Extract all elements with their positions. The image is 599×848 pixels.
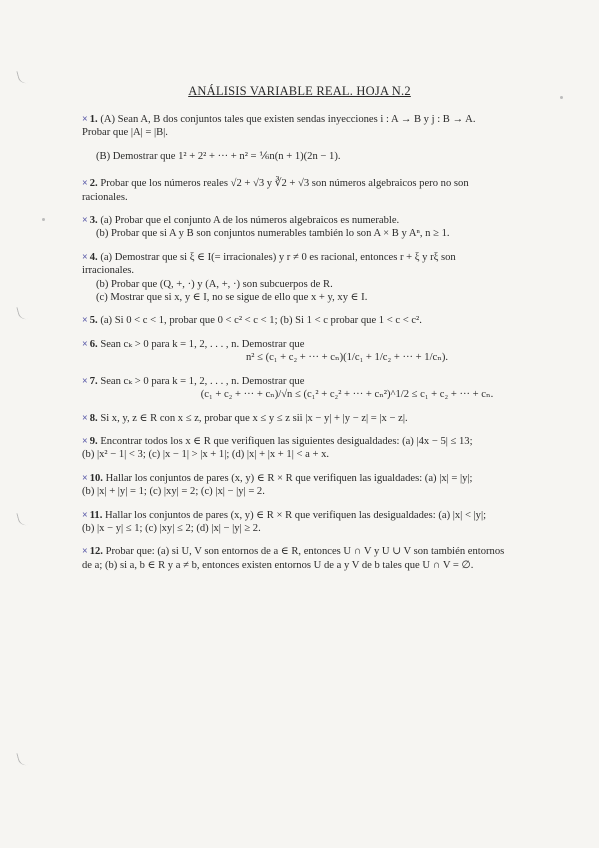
exercise-line [82,177,542,190]
exercise-line [82,191,542,204]
exercise-text: (c) Mostrar que si x, y ∈ I, no se sigue de ello que x + y, xy ∈ I. [96,292,368,304]
scan-speck [42,218,45,221]
exercise-text: (a) Si 0 < c < 1, probar que 0 < c² < c < 1; (b) Si 1 < c probar que 1 < c < c². [100,315,422,327]
exercise-5 [82,314,542,327]
exercise-line [82,412,542,425]
exercise-line [82,351,542,364]
exercise-text: (b) Probar que si A y B son conjuntos numerables también lo son A × B y Aⁿ, n ≥ 1. [96,228,450,240]
punch-hole-mark [16,751,28,767]
exercise-text: Sean cₖ > 0 para k = 1, 2, . . . , n. Demostrar que [100,375,305,387]
exercise-line [82,227,542,240]
exercise-2 [82,177,542,204]
punch-hole-mark [16,511,28,527]
handwritten-check-mark: × [82,178,88,190]
handwritten-check-mark: × [82,546,88,558]
page-title: ANÁLISIS VARIABLE REAL. HOJA N.2 [188,84,411,98]
exercise-line [82,522,542,535]
exercise-text: Probar que los números reales √2 + √3 y ∛2 + √3 son números algebraicos pero no son [100,178,469,190]
exercise-line [82,485,542,498]
handwritten-check-mark: × [82,315,88,327]
punch-hole-mark [16,305,28,321]
exercise-8 [82,412,542,425]
exercise-text: (b) |x − y| ≤ 1; (c) |xy| ≤ 2; (d) |x| − |y| ≥ 2. [82,522,261,534]
exercise-line [82,251,542,264]
exercise-number: 11. [89,509,103,521]
handwritten-check-mark: × [82,509,88,521]
exercise-number: 1. [89,114,98,125]
exercise-number: 12. [89,546,103,558]
handwritten-check-mark: × [82,338,88,350]
exercise-number: 5. [89,315,98,327]
exercise-text: (b) |x| + |y| = 1; (c) |xy| = 2; (c) |x| − |y| = 2. [82,486,265,498]
exercise-number: 8. [89,412,98,424]
exercise-number: 7. [89,375,98,387]
exercise-text: n² ≤ (c₁ + c₂ + ··· + cₙ)(1/c₁ + 1/c₂ + ··· + 1/cₙ). [245,352,448,364]
exercise-number: 10. [89,472,103,484]
exercise-11 [82,509,542,536]
exercise-text: (c₁ + c₂ + ··· + cₙ)/√n ≤ (c₁² + c₂² + ··· + cₙ²)^1/2 ≤ c₁ + c₂ + ··· + cₙ. [200,389,494,401]
exercise-sheet [82,103,542,572]
exercise-line [82,314,542,327]
exercise-text: Hallar los conjuntos de pares (x, y) ∈ R × R que verifiquen las igualdades: (a) |x| = |y|; [105,472,473,484]
handwritten-check-mark: × [82,251,88,263]
exercise-4 [82,251,542,305]
exercise-text: (b) Probar que (Q, +, ·) y (A, +, ·) son subcuerpos de R. [96,278,333,290]
exercise-text: Sean cₖ > 0 para k = 1, 2, . . . , n. Demostrar que [100,338,305,350]
exercise-text: (a) Demostrar que si ξ ∈ I(= irracionales) y r ≠ 0 es racional, entonces r + ξ y rξ son [100,251,456,263]
handwritten-check-mark: × [82,114,88,125]
exercise-line [82,338,542,351]
exercise-number: 3. [89,215,98,227]
exercise-line [82,448,542,461]
exercise-number: 4. [89,251,98,263]
handwritten-check-mark: × [82,435,88,447]
exercise-number: 9. [89,435,98,447]
exercise-text: Si x, y, z ∈ R con x ≤ z, probar que x ≤ y ≤ z sii |x − y| + |y − z| = |x − z|. [100,412,408,424]
punch-hole-mark [16,69,28,85]
exercise-line [82,435,542,448]
exercise-line [82,264,542,277]
exercise-line [82,559,542,572]
exercise-text: (b) |x² − 1| < 3; (c) |x − 1| > |x + 1|; (d) |x| + |x + 1| < a + x. [82,449,330,461]
exercise-list [82,113,542,572]
exercise-10 [82,472,542,499]
exercise-line [82,126,542,139]
exercise-line [82,472,542,485]
exercise-text: Encontrar todos los x ∈ R que verifiquen las siguientes desigualdades: (a) |4x − 5| ≤ 13; [100,435,473,447]
exercise-line [82,545,542,558]
exercise-9 [82,435,542,462]
exercise-text: Probar que: (a) si U, V son entornos de a ∈ R, entonces U ∩ V y U ∪ V son también entornos [105,546,505,558]
exercise-text: Hallar los conjuntos de pares (x, y) ∈ R × R que verifiquen las desigualdades: (a) |x| < |y|; [105,509,487,521]
exercise-text: racionales. [82,191,128,203]
exercise-text: Probar que |A| = |B|. [82,127,168,139]
exercise-text: irracionales. [82,265,135,277]
exercise-line [82,291,542,304]
exercise-text: de a; (b) si a, b ∈ R y a ≠ b, entonces existen entornos U de a y V de b tales que U ∩ V = ∅. [82,559,474,571]
handwritten-check-mark: × [82,215,88,227]
exercise-text: (a) Probar que el conjunto A de los números algebraicos es numerable. [100,215,400,227]
exercise-line [82,113,542,126]
exercise-line [82,509,542,522]
exercise-line [82,214,542,227]
scan-speck [560,96,563,99]
handwritten-check-mark: × [82,412,88,424]
exercise-3 [82,214,542,241]
exercise-1 [82,113,542,163]
exercise-subpart: (B) Demostrar que 1² + 2² + ··· + n² = ⅙n(n + 1)(2n − 1). [96,150,341,162]
exercise-number: 6. [89,338,98,350]
handwritten-check-mark: × [82,375,88,387]
handwritten-check-mark: × [82,472,88,484]
exercise-line [82,278,542,291]
exercise-6 [82,338,542,365]
exercise-text: (A) Sean A, B dos conjuntos tales que existen sendas inyecciones i : A → B y j : B → A. [100,114,476,125]
exercise-12 [82,545,542,572]
exercise-7 [82,375,542,402]
exercise-line [82,375,542,388]
exercise-line [82,388,542,401]
exercise-number: 2. [89,178,98,190]
